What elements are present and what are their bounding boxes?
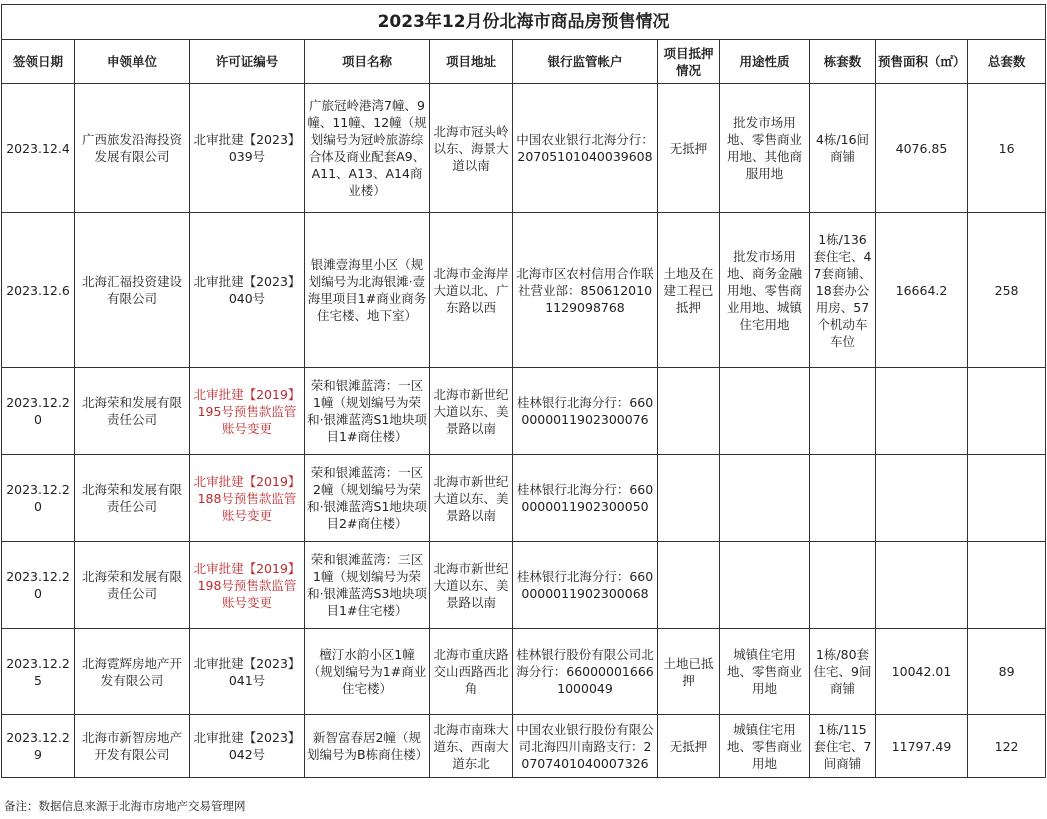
cell-total: 258: [968, 213, 1046, 368]
cell-company: 北海荣和发展有限责任公司: [75, 455, 190, 542]
cell-bank: 中国农业银行北海分行：20705101040039608: [513, 84, 658, 213]
cell-company: 北海汇福投资建设有限公司: [75, 213, 190, 368]
cell-units: [810, 455, 876, 542]
cell-project: 荣和银滩蓝湾：一区1幢（规划编号为荣和·银滩蓝湾S1地块项目1#商住楼）: [305, 368, 430, 455]
header-area: 预售面积（㎡）: [876, 40, 968, 84]
presale-table: [1, 4, 1046, 778]
cell-usage: [720, 368, 810, 455]
cell-mortgage: 土地及在建工程已抵押: [658, 213, 720, 368]
cell-bank: 中国农业银行股份有限公司北海四川南路支行：20707401040007326: [513, 715, 658, 778]
cell-total: [968, 455, 1046, 542]
header-mortgage: 项目抵押情况: [658, 40, 720, 84]
cell-usage: 批发市场用地、零售商业用地、其他商服用地: [720, 84, 810, 213]
cell-usage: [720, 455, 810, 542]
cell-address: 北海市新世纪大道以东、美景路以南: [430, 368, 513, 455]
cell-project: 檀汀水韵小区1幢（规划编号为1#商业住宅楼）: [305, 629, 430, 715]
cell-permit: 北审批建【2023】040号: [190, 213, 305, 368]
cell-company: 北海荣和发展有限责任公司: [75, 368, 190, 455]
cell-address: 北海市重庆路交山西路西北角: [430, 629, 513, 715]
table-row: [2, 542, 1046, 629]
cell-total: [968, 542, 1046, 629]
cell-company: 北海市新智房地产开发有限公司: [75, 715, 190, 778]
cell-area: [876, 542, 968, 629]
cell-mortgage: 无抵押: [658, 715, 720, 778]
header-date: 签领日期: [2, 40, 75, 84]
cell-bank: 桂林银行北海分行：6600000011902300050: [513, 455, 658, 542]
cell-permit: 北审批建【2023】042号: [190, 715, 305, 778]
cell-area: 4076.85: [876, 84, 968, 213]
table-row: [2, 715, 1046, 778]
table-row: [2, 629, 1046, 715]
cell-address: 北海市金海岸大道以北、广东路以西: [430, 213, 513, 368]
table-row: [2, 368, 1046, 455]
cell-units: [810, 368, 876, 455]
cell-company: 北海霓辉房地产开发有限公司: [75, 629, 190, 715]
cell-project: 荣和银滩蓝湾：三区1幢（规划编号为荣和·银滩蓝湾S3地块项目1#住宅楼）: [305, 542, 430, 629]
cell-date: 2023.12.20: [2, 542, 75, 629]
header-total: 总套数: [968, 40, 1046, 84]
cell-area: 11797.49: [876, 715, 968, 778]
cell-area: 16664.2: [876, 213, 968, 368]
cell-units: 4栋/16间商铺: [810, 84, 876, 213]
cell-date: 2023.12.20: [2, 455, 75, 542]
cell-units: [810, 542, 876, 629]
cell-usage: 批发市场用地、商务金融用地、零售商业用地、城镇住宅用地: [720, 213, 810, 368]
table-row: [2, 84, 1046, 213]
footnote: 备注：数据信息来源于北海市房地产交易管理网: [4, 799, 246, 813]
cell-company: 北海荣和发展有限责任公司: [75, 542, 190, 629]
cell-address: 北海市新世纪大道以东、美景路以南: [430, 455, 513, 542]
cell-address: 北海市冠头岭以东、海景大道以南: [430, 84, 513, 213]
cell-company: 广西旅发沿海投资发展有限公司: [75, 84, 190, 213]
header-project: 项目名称: [305, 40, 430, 84]
header-row: [2, 40, 1046, 84]
cell-mortgage: 无抵押: [658, 84, 720, 213]
cell-permit: 北审批建【2019】188号预售款监管账号变更: [190, 455, 305, 542]
cell-project: 广旅冠岭港湾7幢、9幢、11幢、12幢（规划编号为冠岭旅游综合体及商业配套A9、A11、A13、A14商业楼）: [305, 84, 430, 213]
cell-address: 北海市新世纪大道以东、美景路以南: [430, 542, 513, 629]
cell-area: [876, 368, 968, 455]
header-units: 栋套数: [810, 40, 876, 84]
report-container: [1, 4, 1045, 778]
cell-project: 新智富春居2幢（规划编号为B栋商住楼）: [305, 715, 430, 778]
header-bank: 银行监管帐户: [513, 40, 658, 84]
cell-total: 89: [968, 629, 1046, 715]
table-row: [2, 213, 1046, 368]
cell-date: 2023.12.29: [2, 715, 75, 778]
cell-permit: 北审批建【2023】039号: [190, 84, 305, 213]
cell-permit: 北审批建【2019】198号预售款监管账号变更: [190, 542, 305, 629]
cell-date: 2023.12.4: [2, 84, 75, 213]
cell-address: 北海市南珠大道东、西南大道东北: [430, 715, 513, 778]
cell-project: 荣和银滩蓝湾：一区2幢（规划编号为荣和·银滩蓝湾S1地块项目2#商住楼）: [305, 455, 430, 542]
cell-units: 1栋/115套住宅、7间商铺: [810, 715, 876, 778]
cell-area: [876, 455, 968, 542]
header-permit: 许可证编号: [190, 40, 305, 84]
cell-bank: 桂林银行北海分行：6600000011902300068: [513, 542, 658, 629]
cell-date: 2023.12.20: [2, 368, 75, 455]
cell-total: 16: [968, 84, 1046, 213]
cell-usage: 城镇住宅用地、零售商业用地: [720, 629, 810, 715]
header-usage: 用途性质: [720, 40, 810, 84]
cell-bank: 北海市区农村信用合作联社营业部：8506120101129098768: [513, 213, 658, 368]
cell-permit: 北审批建【2019】195号预售款监管账号变更: [190, 368, 305, 455]
cell-mortgage: 土地已抵押: [658, 629, 720, 715]
cell-usage: 城镇住宅用地、零售商业用地: [720, 715, 810, 778]
cell-total: [968, 368, 1046, 455]
table-row: [2, 455, 1046, 542]
cell-area: 10042.01: [876, 629, 968, 715]
table-title: 2023年12月份北海市商品房预售情况: [2, 5, 1046, 40]
header-address: 项目地址: [430, 40, 513, 84]
cell-mortgage: [658, 368, 720, 455]
cell-usage: [720, 542, 810, 629]
cell-mortgage: [658, 455, 720, 542]
cell-project: 银滩壹海里小区（规划编号为北海银滩·壹海里项目1#商业商务住宅楼、地下室）: [305, 213, 430, 368]
cell-units: 1栋/80套住宅、9间商铺: [810, 629, 876, 715]
cell-total: 122: [968, 715, 1046, 778]
cell-mortgage: [658, 542, 720, 629]
header-company: 申领单位: [75, 40, 190, 84]
cell-date: 2023.12.6: [2, 213, 75, 368]
cell-permit: 北审批建【2023】041号: [190, 629, 305, 715]
cell-bank: 桂林银行北海分行：6600000011902300076: [513, 368, 658, 455]
cell-date: 2023.12.25: [2, 629, 75, 715]
cell-units: 1栋/136套住宅、47套商铺、18套办公用房、57个机动车车位: [810, 213, 876, 368]
cell-bank: 桂林银行股份有限公司北海分行：660000016661000049: [513, 629, 658, 715]
